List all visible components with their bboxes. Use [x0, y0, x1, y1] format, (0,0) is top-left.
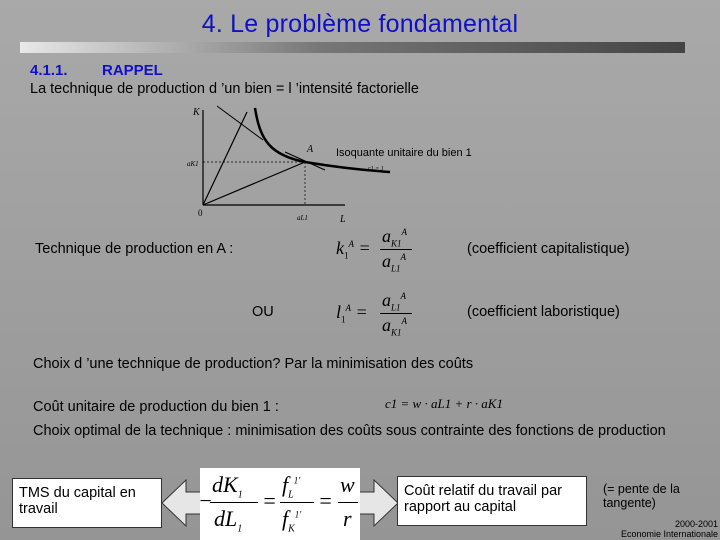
formula-l-num: $a_{L1}^A$ — [382, 290, 407, 313]
choice-question: Choix d ’une technique de production? Par la minimisation des coûts — [33, 356, 474, 372]
tms-box: TMS du capital en travail — [12, 478, 162, 528]
unit-cost-formula: c1 = w · aL1 + r · aK1 — [385, 396, 503, 411]
optimal-choice-text: Choix optimal de la technique : minimisation des coûts sous contrainte des fonctions de production — [33, 423, 666, 439]
formula-k-den: $a_{L1}^A$ — [382, 251, 407, 274]
formula-k: $k_1^A$ = $a_{K1}^A$ $a_{L1}^A$ — [336, 226, 416, 276]
formula-l-lhs: l — [336, 302, 342, 322]
desc-capitalistic: (coefficient capitalistique) — [467, 241, 630, 257]
curve-label: c1 = 1 — [368, 166, 384, 172]
ray-to-a — [203, 162, 305, 205]
formula-l-bar — [380, 313, 412, 314]
x-tick-label: aL1 — [297, 214, 308, 222]
unit-cost-label: Coût unitaire de production du bien 1 : — [33, 399, 279, 415]
footer-course: Economie Internationale — [620, 529, 718, 539]
isoquant-curve — [255, 108, 390, 172]
technique-label: Technique de production en A : — [35, 241, 234, 257]
section-label: RAPPEL — [102, 62, 163, 79]
y-tick-label: aK1 — [187, 160, 199, 168]
point-a-label: A — [307, 144, 314, 155]
isoquant-label: Isoquante unitaire du bien 1 — [336, 147, 472, 159]
tms-formula: $dK_1$ $dL_1$ − = $f_L^{1'}$ $f_K^{1'}$ = w r — [210, 470, 360, 538]
origin-label: 0 — [198, 208, 203, 218]
section-number: 4.1.1. — [30, 62, 68, 79]
y-axis-label: K — [193, 107, 200, 118]
formula-k-bar — [380, 249, 412, 250]
formula-l-den: $a_{K1}^A$ — [382, 315, 408, 338]
or-label: OU — [252, 304, 274, 320]
desc-laboristic: (coefficient laboristique) — [467, 304, 620, 320]
footer-years: 2000-2001 — [674, 519, 718, 529]
x-axis-label: L — [340, 214, 346, 225]
isoquant-diagram — [185, 100, 485, 230]
formula-k-lhs: k — [336, 238, 344, 258]
slide-title: 4. Le problème fondamental — [201, 10, 519, 38]
ray-steep — [203, 112, 247, 205]
formula-l: $l_1^A$ = $a_{L1}^A$ $a_{K1}^A$ — [336, 290, 416, 340]
relative-cost-box: Coût relatif du travail par rapport au capital — [397, 476, 587, 526]
section-heading — [30, 62, 163, 79]
subtitle: La technique de production d ’un bien = l ’intensité factorielle — [30, 81, 419, 97]
formula-k-num: $a_{K1}^A$ — [382, 226, 408, 249]
title-underline-bar — [20, 42, 685, 53]
tangent-note: (= pente de la tangente) — [603, 482, 680, 510]
